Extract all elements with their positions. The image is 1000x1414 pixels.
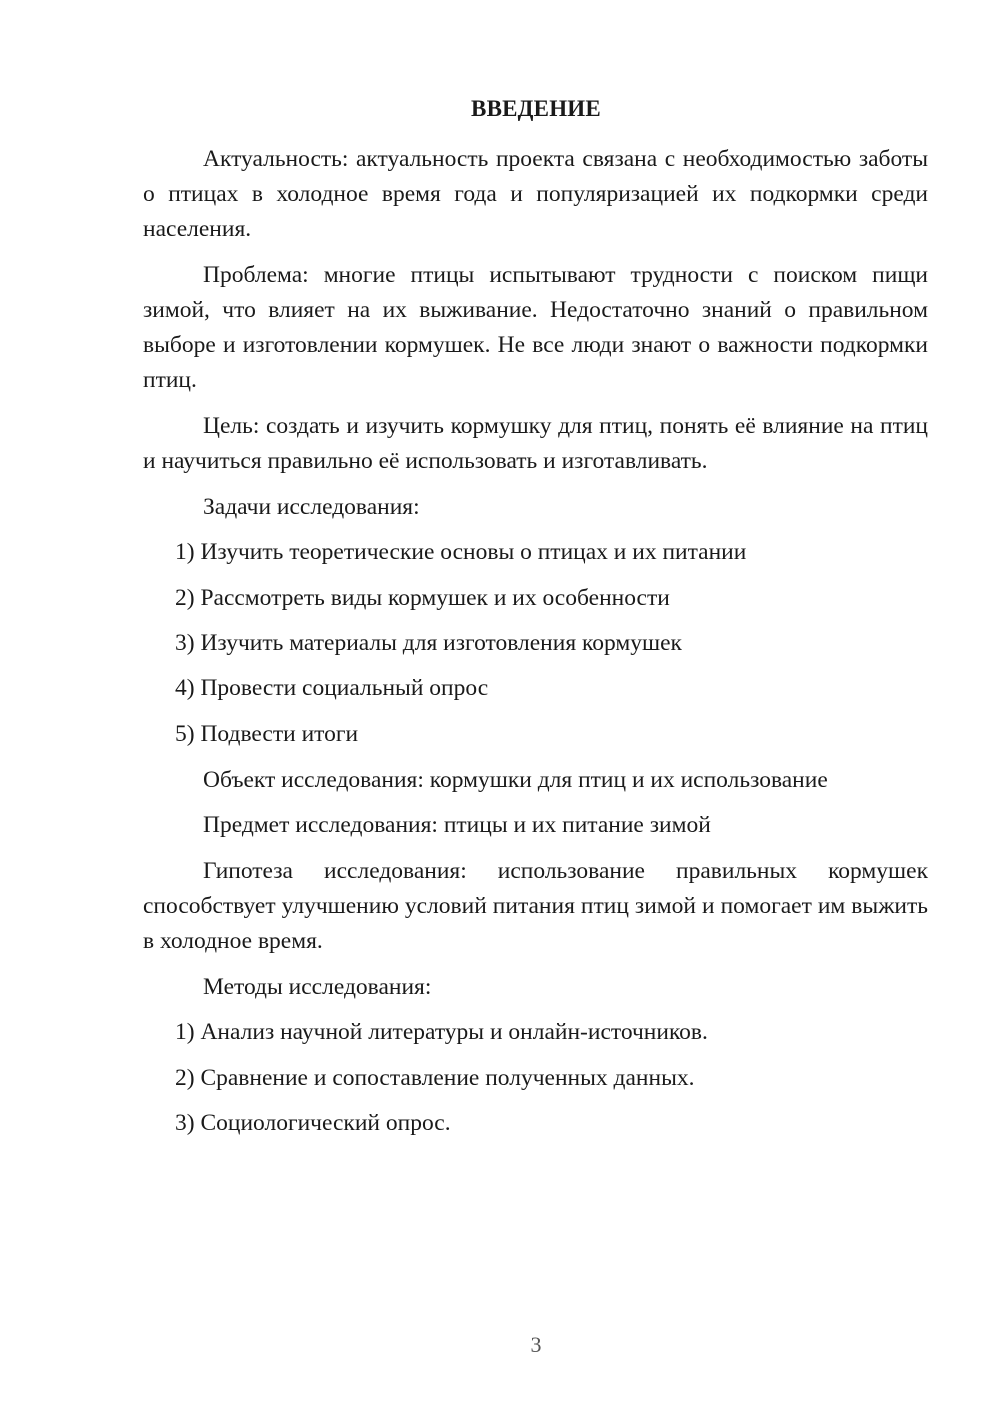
- method-item-1: 1) Анализ научной литературы и онлайн-источников.: [175, 1019, 708, 1045]
- method-item-2: 2) Сравнение и сопоставление полученных данных.: [175, 1065, 695, 1091]
- research-subject: Предмет исследования: птицы и их питание зимой: [203, 812, 711, 838]
- methods-heading: Методы исследования:: [203, 974, 432, 1000]
- method-item-3: 3) Социологический опрос.: [175, 1110, 451, 1136]
- problem-paragraph: Проблема: многие птицы испытывают трудности с поиском пищи зимой, что влияет на их выживание. Недостаточно знаний о правильном выборе и изготовлении кормушек. Не все люди знают о важности подкормки птиц.: [143, 262, 928, 393]
- goal-paragraph: Цель: создать и изучить кормушку для птиц, понять её влияние на птиц и научиться правильно её использовать и изготавливать.: [143, 413, 928, 474]
- page-number: 3: [530, 1332, 542, 1357]
- tasks-heading: Задачи исследования:: [203, 494, 420, 520]
- task-item-4: 4) Провести социальный опрос: [175, 675, 489, 701]
- task-item-1: 1) Изучить теоретические основы о птицах и их питании: [175, 539, 747, 565]
- task-item-2: 2) Рассмотреть виды кормушек и их особенности: [175, 585, 670, 611]
- hypothesis-paragraph: Гипотеза исследования: использование правильных кормушек способствует улучшению условий питания птиц зимой и помогает им выжить в холодное время.: [143, 858, 928, 954]
- page-title: ВВЕДЕНИЕ: [471, 96, 601, 121]
- task-item-5: 5) Подвести итоги: [175, 721, 359, 747]
- task-item-3: 3) Изучить материалы для изготовления кормушек: [175, 630, 682, 656]
- research-object: Объект исследования: кормушки для птиц и их использование: [203, 767, 828, 793]
- relevance-paragraph: Актуальность: актуальность проекта связана с необходимостью заботы о птицах в холодное время года и популяризацией их подкормки среди населения.: [143, 146, 928, 242]
